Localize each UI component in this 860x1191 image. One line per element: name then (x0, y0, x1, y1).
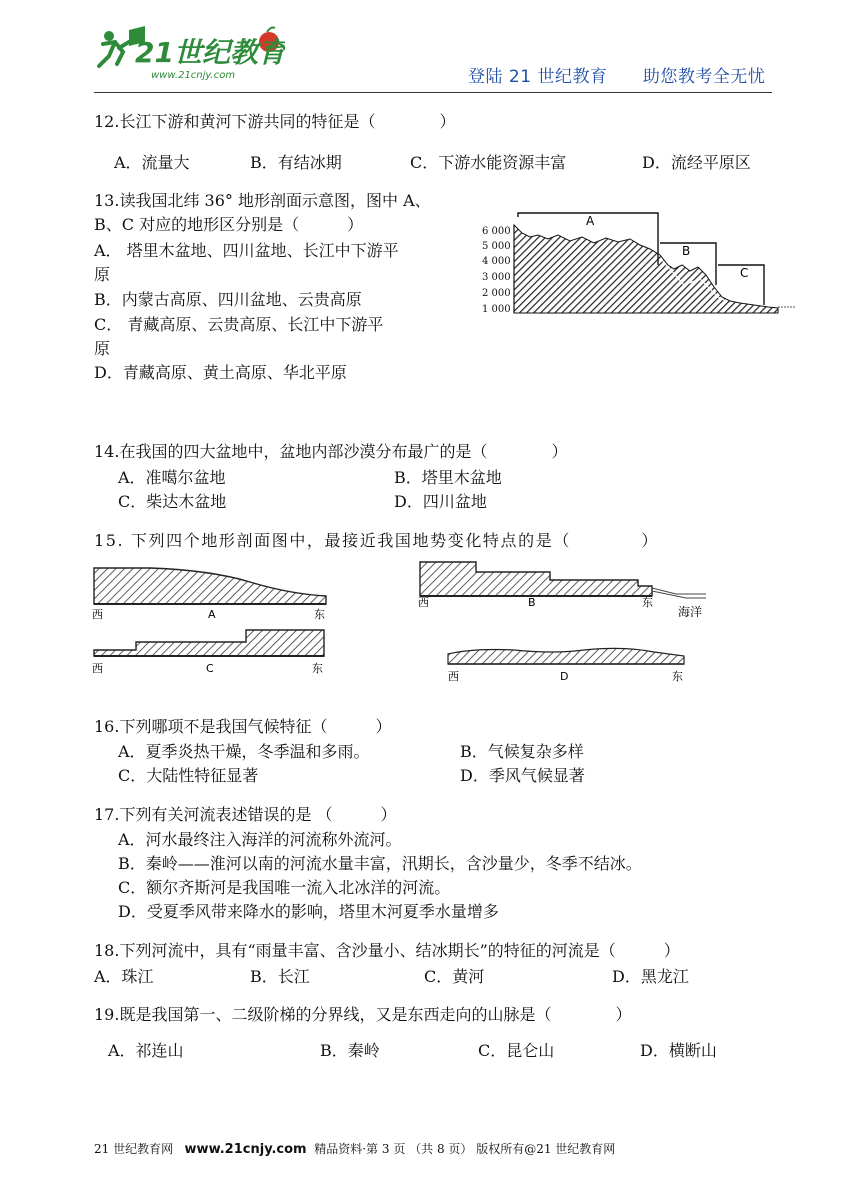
q15-profile-c (90, 624, 330, 678)
q18-option-b: B．长江 (250, 967, 310, 986)
q12-stem: 12.长江下游和黄河下游共同的特征是（ ） (94, 112, 456, 131)
profile-c-label: C (206, 662, 214, 675)
q18-option-a: A．珠江 (94, 967, 154, 986)
footer-site: 21 世纪教育网 (94, 1142, 174, 1156)
q13-option-a-line1: A． 塔里木盆地、四川盆地、长江中下游平 (94, 241, 399, 260)
q14-option-c: C．柴达木盆地 (118, 492, 227, 511)
q15-stem: 15. 下列四个地形剖面图中，最接近我国地势变化特点的是（ ） (94, 531, 659, 550)
q17-option-d: D．受夏季风带来降水的影响，塔里木河夏季水量增多 (118, 902, 499, 921)
slogan-left: 登陆 21 世纪教育 (468, 67, 608, 87)
profile-b-label: B (528, 596, 536, 609)
profile-a-east: 东 (314, 608, 325, 621)
profile-b-sea: 海洋 (678, 605, 703, 619)
q13-option-c-line1: C． 青藏高原、云贵高原、长江中下游平 (94, 315, 384, 334)
q14-stem: 14.在我国的四大盆地中，盆地内部沙漠分布最广的是（ ） (94, 442, 568, 461)
label-a: A (586, 214, 595, 228)
y-tick-4000: 4 000 (482, 256, 511, 267)
profile-a-label: A (208, 608, 216, 621)
q17-option-b: B．秦岭——淮河以南的河流水量丰富，汛期长，含沙量少，冬季不结冰。 (118, 854, 642, 873)
profile-b-east: 东 (642, 596, 653, 609)
q19-option-c: C．昆仑山 (478, 1041, 555, 1060)
q13-option-b: B．内蒙古高原、四川盆地、云贵高原 (94, 290, 362, 309)
q17-option-a: A．河水最终注入海洋的河流称外流河。 (118, 830, 402, 849)
profile-d-east: 东 (672, 670, 683, 683)
profile-c-east: 东 (312, 662, 323, 675)
q18-option-c: C．黄河 (424, 967, 485, 986)
q13-option-c-line2: 原 (94, 339, 111, 358)
y-tick-6000: 6 000 (482, 226, 511, 237)
y-tick-1000: 1 000 (482, 304, 511, 315)
profile-d-west: 西 (448, 670, 459, 683)
label-c: C (740, 266, 749, 280)
logo-text: 21世纪教育 (135, 36, 285, 69)
q15-profile-b (416, 556, 716, 624)
q19-option-a: A．祁连山 (108, 1041, 184, 1060)
profile-d-label: D (560, 670, 569, 683)
q17-option-c: C．额尔齐斯河是我国唯一流入北冰洋的河流。 (118, 878, 451, 897)
site-logo (95, 22, 285, 88)
y-tick-2000: 2 000 (482, 288, 511, 299)
q13-terrain-profile-figure (478, 205, 800, 320)
q19-stem: 19.既是我国第一、二级阶梯的分界线，又是东西走向的山脉是（ ） (94, 1005, 632, 1024)
q16-option-c: C．大陆性特征显著 (118, 766, 259, 785)
q15-profile-d (444, 642, 694, 686)
q13-stem-line2: B、C 对应的地形区分别是（ ） (94, 215, 364, 234)
q13-option-a-line2: 原 (94, 265, 111, 284)
profile-a-west: 西 (92, 608, 103, 621)
label-b: B (682, 244, 691, 258)
profile-c-west: 西 (92, 662, 103, 675)
slogan-right: 助您教考全无忧 (642, 67, 766, 87)
profile-b-west: 西 (418, 596, 429, 609)
q19-option-d: D．横断山 (640, 1041, 717, 1060)
runner-logo-icon (95, 22, 285, 88)
q12-option-d: D．流经平原区 (642, 153, 751, 172)
q17-stem: 17.下列有关河流表述错误的是 （ ） (94, 805, 397, 824)
header-slogan (468, 62, 765, 87)
q14-option-d: D．四川盆地 (394, 492, 487, 511)
q16-stem: 16.下列哪项不是我国气候特征（ ） (94, 717, 392, 736)
q12-option-c: C．下游水能资源丰富 (410, 153, 567, 172)
q14-option-a: A．准噶尔盆地 (118, 468, 226, 487)
logo-url: www.21cnjy.com (151, 70, 236, 81)
q19-option-b: B．秦岭 (320, 1041, 380, 1060)
q13-stem-line1: 13.读我国北纬 36° 地形剖面示意图，图中 A、 (94, 191, 431, 210)
q15-profile-a (90, 560, 330, 622)
footer-rest: 精品资料·第 3 页 （共 8 页） 版权所有@21 世纪教育网 (314, 1142, 616, 1156)
q16-option-d: D．季风气候显著 (460, 766, 585, 785)
page-footer (94, 1140, 615, 1157)
footer-url: www.21cnjy.com (184, 1142, 307, 1157)
q16-option-a: A．夏季炎热干燥，冬季温和多雨。 (118, 742, 370, 761)
q18-option-d: D．黑龙江 (612, 967, 689, 986)
q14-option-b: B．塔里木盆地 (394, 468, 502, 487)
y-tick-3000: 3 000 (482, 272, 511, 283)
q16-option-b: B．气候复杂多样 (460, 742, 584, 761)
q13-option-d: D．青藏高原、黄土高原、华北平原 (94, 363, 347, 382)
header-divider (94, 92, 772, 93)
q12-option-b: B．有结冰期 (250, 153, 342, 172)
q18-stem: 18.下列河流中，具有“雨量丰富、含沙量小、结冰期长”的特征的河流是（ ） (94, 941, 680, 960)
y-tick-5000: 5 000 (482, 241, 511, 252)
q12-option-a: A．流量大 (114, 153, 190, 172)
